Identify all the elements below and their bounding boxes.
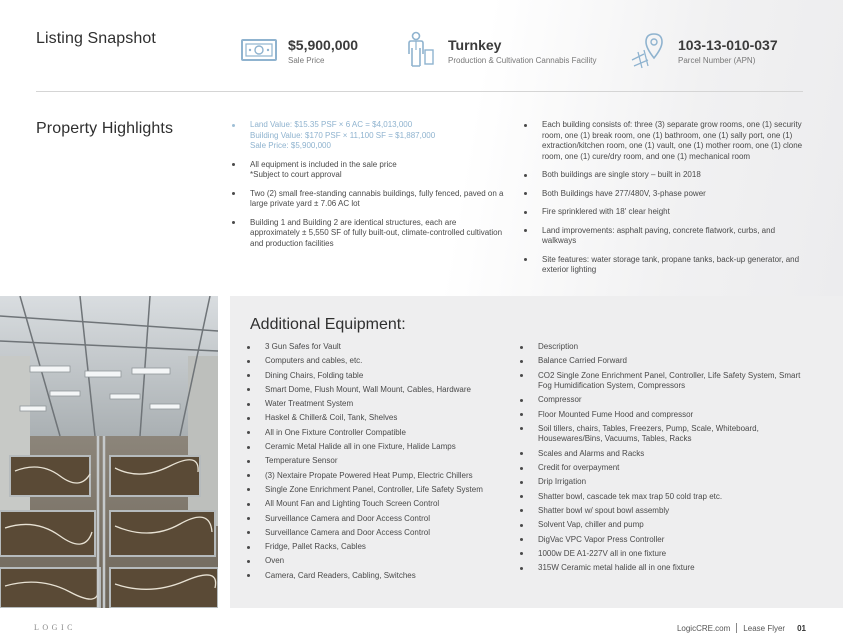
grow-room-photo [0, 296, 218, 608]
list-item: CO2 Single Zone Enrichment Panel, Controller, Life Safety System, Smart Fog Humidification System, Compressors [516, 371, 806, 392]
sale-price-line: Sale Price: $5,900,000 [250, 141, 331, 150]
money-icon [240, 30, 280, 70]
apn-label: Parcel Number (APN) [678, 56, 756, 65]
list-item: All equipment is included in the sale price *Subject to court approval [228, 160, 508, 181]
list-item: 3 Gun Safes for Vault [243, 342, 513, 353]
facility-type-value: Turnkey [448, 37, 502, 53]
highlights-left-list [228, 120, 508, 257]
list-item: 1000w DE A1-227V all in one fixture [516, 549, 806, 560]
list-item: Both buildings are single story – built in 2018 [520, 170, 803, 181]
apn-value: 103-13-010-037 [678, 37, 778, 53]
list-item: Fridge, Pallet Racks, Cables [243, 542, 513, 553]
sale-price-value: $5,900,000 [288, 37, 359, 53]
list-item: Description [516, 342, 806, 353]
listing-snapshot-title: Listing Snapshot [36, 30, 156, 47]
equipment-list-left [243, 342, 513, 585]
page-number: 01 [797, 623, 806, 633]
property-highlights-title: Property Highlights [36, 120, 174, 137]
list-item: Soil tillers, chairs, Tables, Freezers, Pump, Scale, Whiteboard, Housewares/Bins, Vacuums, Tables, Racks [516, 424, 806, 445]
map-pin-icon [630, 30, 670, 70]
list-item: Balance Carried Forward [516, 356, 806, 367]
list-item: Land improvements: asphalt paving, concrete flatwork, curbs, and walkways [520, 226, 803, 247]
footer-separator [736, 623, 737, 633]
list-item: Compressor [516, 395, 806, 406]
list-item: Haskel & Chiller& Coil, Tank, Shelves [243, 413, 513, 424]
list-item: 315W Ceramic metal halide all in one fixture [516, 563, 806, 574]
list-item: Shatter bowl w/ spout bowl assembly [516, 506, 806, 517]
valuation-item [228, 120, 508, 152]
list-item: Smart Dome, Flush Mount, Wall Mount, Cables, Hardware [243, 385, 513, 396]
list-item: Floor Mounted Fume Hood and compressor [516, 410, 806, 421]
list-item: Solvent Vap, chiller and pump [516, 520, 806, 531]
list-item: All Mount Fan and Lighting Touch Screen Control [243, 499, 513, 510]
list-item: Two (2) small free-standing cannabis buildings, fully fenced, paved on a large private yard ± 7.06 AC lot [228, 189, 508, 210]
person-icon [400, 30, 440, 70]
list-item: Temperature Sensor [243, 456, 513, 467]
equipment-list-right [516, 342, 806, 577]
list-item: Building 1 and Building 2 are identical structures, each are approximately ± 5,550 SF of fully built-out, climate-controlled cultivation and production facilities [228, 218, 508, 250]
snapshot-apn [630, 30, 778, 70]
land-value-line: Land Value: $15.35 PSF × 6 AC = $4,013,000 [250, 120, 413, 129]
footer-website-link[interactable]: LogicCRE.com [676, 623, 731, 633]
list-item: Drip Irrigation [516, 477, 806, 488]
snapshot-sale-price [240, 30, 358, 70]
list-item: Scales and Alarms and Racks [516, 449, 806, 460]
grow-room-illustration [0, 296, 218, 608]
list-item: Fire sprinklered with 18' clear height [520, 207, 803, 218]
additional-equipment-title: Additional Equipment: [250, 316, 406, 333]
list-item: Oven [243, 556, 513, 567]
list-item: Surveillance Camera and Door Access Control [243, 528, 513, 539]
highlights-right-list [520, 120, 803, 284]
snapshot-facility-type [400, 30, 597, 70]
building-value-line: Building Value: $170 PSF × 11,100 SF = $1,887,000 [250, 130, 436, 140]
list-item: Water Treatment System [243, 399, 513, 410]
list-item: DigVac VPC Vapor Press Controller [516, 535, 806, 546]
sale-price-label: Sale Price [288, 56, 325, 65]
list-item: Both Buildings have 277/480V, 3-phase power [520, 189, 803, 200]
list-item: (3) Nextaire Propate Powered Heat Pump, Electric Chillers [243, 471, 513, 482]
list-item: Dining Chairs, Folding table [243, 371, 513, 382]
list-item: Ceramic Metal Halide all in one Fixture, Halide Lamps [243, 442, 513, 453]
footer-logo: LOGIC [34, 623, 76, 632]
facility-type-label: Production & Cultivation Cannabis Facility [448, 56, 597, 65]
footer-doc-type: Lease Flyer [743, 623, 786, 633]
list-item: Camera, Card Readers, Cabling, Switches [243, 571, 513, 582]
list-item: Single Zone Enrichment Panel, Controller, Life Safety System [243, 485, 513, 496]
list-item: Surveillance Camera and Door Access Control [243, 514, 513, 525]
list-item: Site features: water storage tank, propane tanks, back-up generator, and exterior lighting [520, 255, 803, 276]
list-item: Each building consists of: three (3) separate grow rooms, one (1) security room, one (1) break room, one (1) bathroom, one (1) sally port, one (1) extraction/kitchen room, one (1) vault, one (1) mother room, one (1) clone room, one (1) cure/dry room, and one (1) mechanical room [520, 120, 803, 162]
list-item: Credit for overpayment [516, 463, 806, 474]
list-item: Computers and cables, etc. [243, 356, 513, 367]
list-item: All in One Fixture Controller Compatible [243, 428, 513, 439]
footer-info [677, 623, 806, 633]
list-item: Shatter bowl, cascade tek max trap 50 cold trap etc. [516, 492, 806, 503]
section-divider [36, 91, 803, 92]
